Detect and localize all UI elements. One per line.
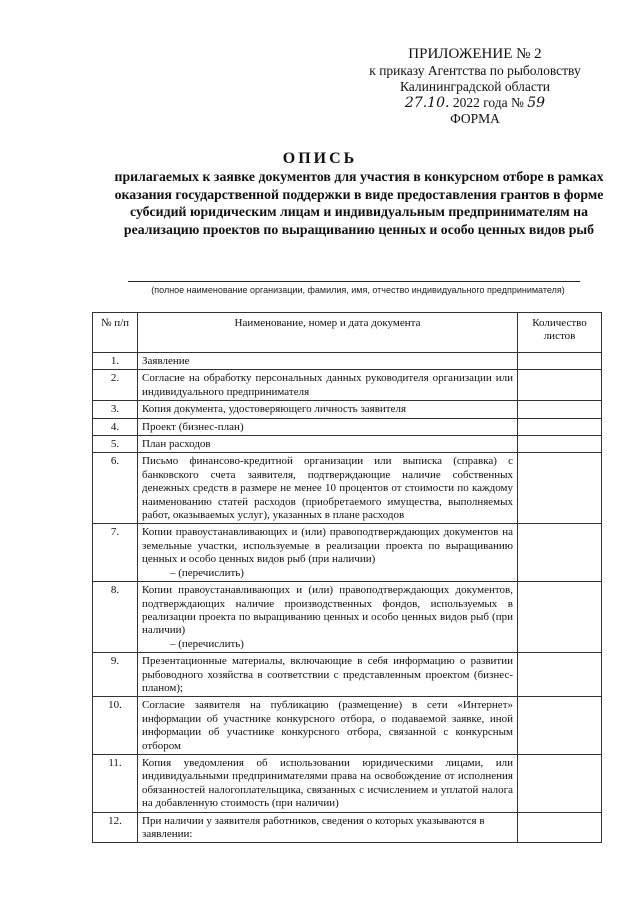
row-number: 2. — [93, 370, 138, 401]
row-sheet-count[interactable] — [518, 697, 602, 755]
table-row — [93, 353, 602, 370]
row-document-text: Копии правоустанавливающих и (или) правоподтверждающих документов на земельные участки, используемые в реализации проекта по выращиванию ценных и особо ценных видов рыб (при наличии) — [142, 526, 513, 566]
document-title: ОПИСЬ — [282, 150, 358, 167]
row-number: 7. — [93, 524, 138, 582]
appendix-label: ПРИЛОЖЕНИЕ № 2 — [408, 46, 542, 62]
row-number: 11. — [93, 754, 138, 812]
order-line-2: Калининградской области — [399, 79, 551, 94]
row-document: Проект (бизнес-план) — [138, 418, 518, 435]
row-sheet-count[interactable] — [518, 653, 602, 697]
header-sheet-count: Количество листов — [518, 313, 602, 353]
row-number: 8. — [93, 582, 138, 653]
row-number: 10. — [93, 697, 138, 755]
row-document: Заявление — [138, 353, 518, 370]
row-enumerate-note: – (перечислить) — [170, 566, 244, 579]
row-sheet-count[interactable] — [518, 453, 602, 524]
table-row — [93, 812, 602, 843]
row-document: Копия документа, удостоверяющего личность заявителя — [138, 401, 518, 418]
table-row — [93, 370, 602, 401]
table-row — [93, 436, 602, 453]
row-number: 3. — [93, 401, 138, 418]
table-row — [93, 418, 602, 435]
row-sheet-count[interactable] — [518, 524, 602, 582]
applicant-caption: (полное наименование организации, фамилия, имя, отчество индивидуального предпринимателя) — [151, 285, 565, 295]
table-row — [93, 697, 602, 755]
row-document: Копия уведомления об использовании юридическими лицами, или индивидуальными предпринимателями права на освобождение от исполнения обязанностей налогоплательщика, связанных с исчислением и уплатой налога на добавленную стоимость (при наличии) — [138, 754, 518, 812]
form-label: ФОРМА — [450, 111, 500, 126]
row-enumerate-note: – (перечислить) — [170, 637, 244, 650]
row-sheet-count[interactable] — [518, 401, 602, 418]
applicant-name-line[interactable] — [128, 281, 580, 282]
header-document-name: Наименование, номер и дата документа — [138, 313, 518, 353]
row-sheet-count[interactable] — [518, 353, 602, 370]
row-document-text: Копии правоустанавливающих и (или) правоподтверждающих документов, подтверждающих наличие производственных фондов, используемых в реализации проекта по выращиванию ценных и особо ценных видов рыб (при наличии) — [142, 584, 513, 637]
table-row — [93, 653, 602, 697]
order-line-1: к приказу Агентства по рыболовству — [369, 63, 581, 78]
table-row — [93, 754, 602, 812]
table-row — [93, 453, 602, 524]
document-subtitle: прилагаемых к заявке документов для участия в конкурсном отборе в рамках оказания государственной поддержки в виде предоставления грантов в форме субсидий юридическим лицам и индивидуальным предпринимателям на реализацию проектов по выращиванию ценных и особо ценных видов рыб — [114, 169, 604, 237]
row-number: 9. — [93, 653, 138, 697]
documents-table — [92, 312, 602, 843]
header-number: № п/п — [93, 313, 138, 353]
row-document — [138, 524, 518, 582]
row-number: 4. — [93, 418, 138, 435]
row-number: 6. — [93, 453, 138, 524]
row-document: При наличии у заявителя работников, сведения о которых указываются в заявлении: — [138, 812, 518, 843]
handwritten-date: 27.10. — [404, 95, 450, 111]
row-number: 12. — [93, 812, 138, 843]
table-row — [93, 524, 602, 582]
order-year-text: 2022 года № — [452, 95, 524, 110]
row-sheet-count[interactable] — [518, 582, 602, 653]
table-row — [93, 401, 602, 418]
row-document: Письмо финансово-кредитной организации или выписка (справка) с банковского счета заявителя, подтверждающие наличие собственных денежных средств в размере не менее 10 процентов от стоимости по каждому наименованию статей расходов (приобретаемого имущества, выполняемых работ, оказываемых услуг), указанных в плане расходов — [138, 453, 518, 524]
table-row — [93, 582, 602, 653]
order-date-line — [330, 95, 620, 111]
row-number: 5. — [93, 436, 138, 453]
row-document: Согласие заявителя на публикацию (размещение) в сети «Интернет» информации об участнике конкурсного отбора, о подаваемой заявке, иной информации об участнике конкурсного отбора, связанной с конкурсным отбором — [138, 697, 518, 755]
appendix-header — [330, 46, 620, 127]
row-sheet-count[interactable] — [518, 418, 602, 435]
row-sheet-count[interactable] — [518, 436, 602, 453]
handwritten-order-number: 59 — [527, 95, 546, 111]
row-document: Согласие на обработку персональных данных руководителя организации или индивидуального предпринимателя — [138, 370, 518, 401]
row-document — [138, 582, 518, 653]
row-sheet-count[interactable] — [518, 812, 602, 843]
row-sheet-count[interactable] — [518, 370, 602, 401]
row-number: 1. — [93, 353, 138, 370]
table-header-row — [93, 313, 602, 353]
row-document: Презентационные материалы, включающие в себя информацию о развитии рыбоводного хозяйства в соответствии с представленным проектом (бизнес-планом); — [138, 653, 518, 697]
row-sheet-count[interactable] — [518, 754, 602, 812]
row-document: План расходов — [138, 436, 518, 453]
